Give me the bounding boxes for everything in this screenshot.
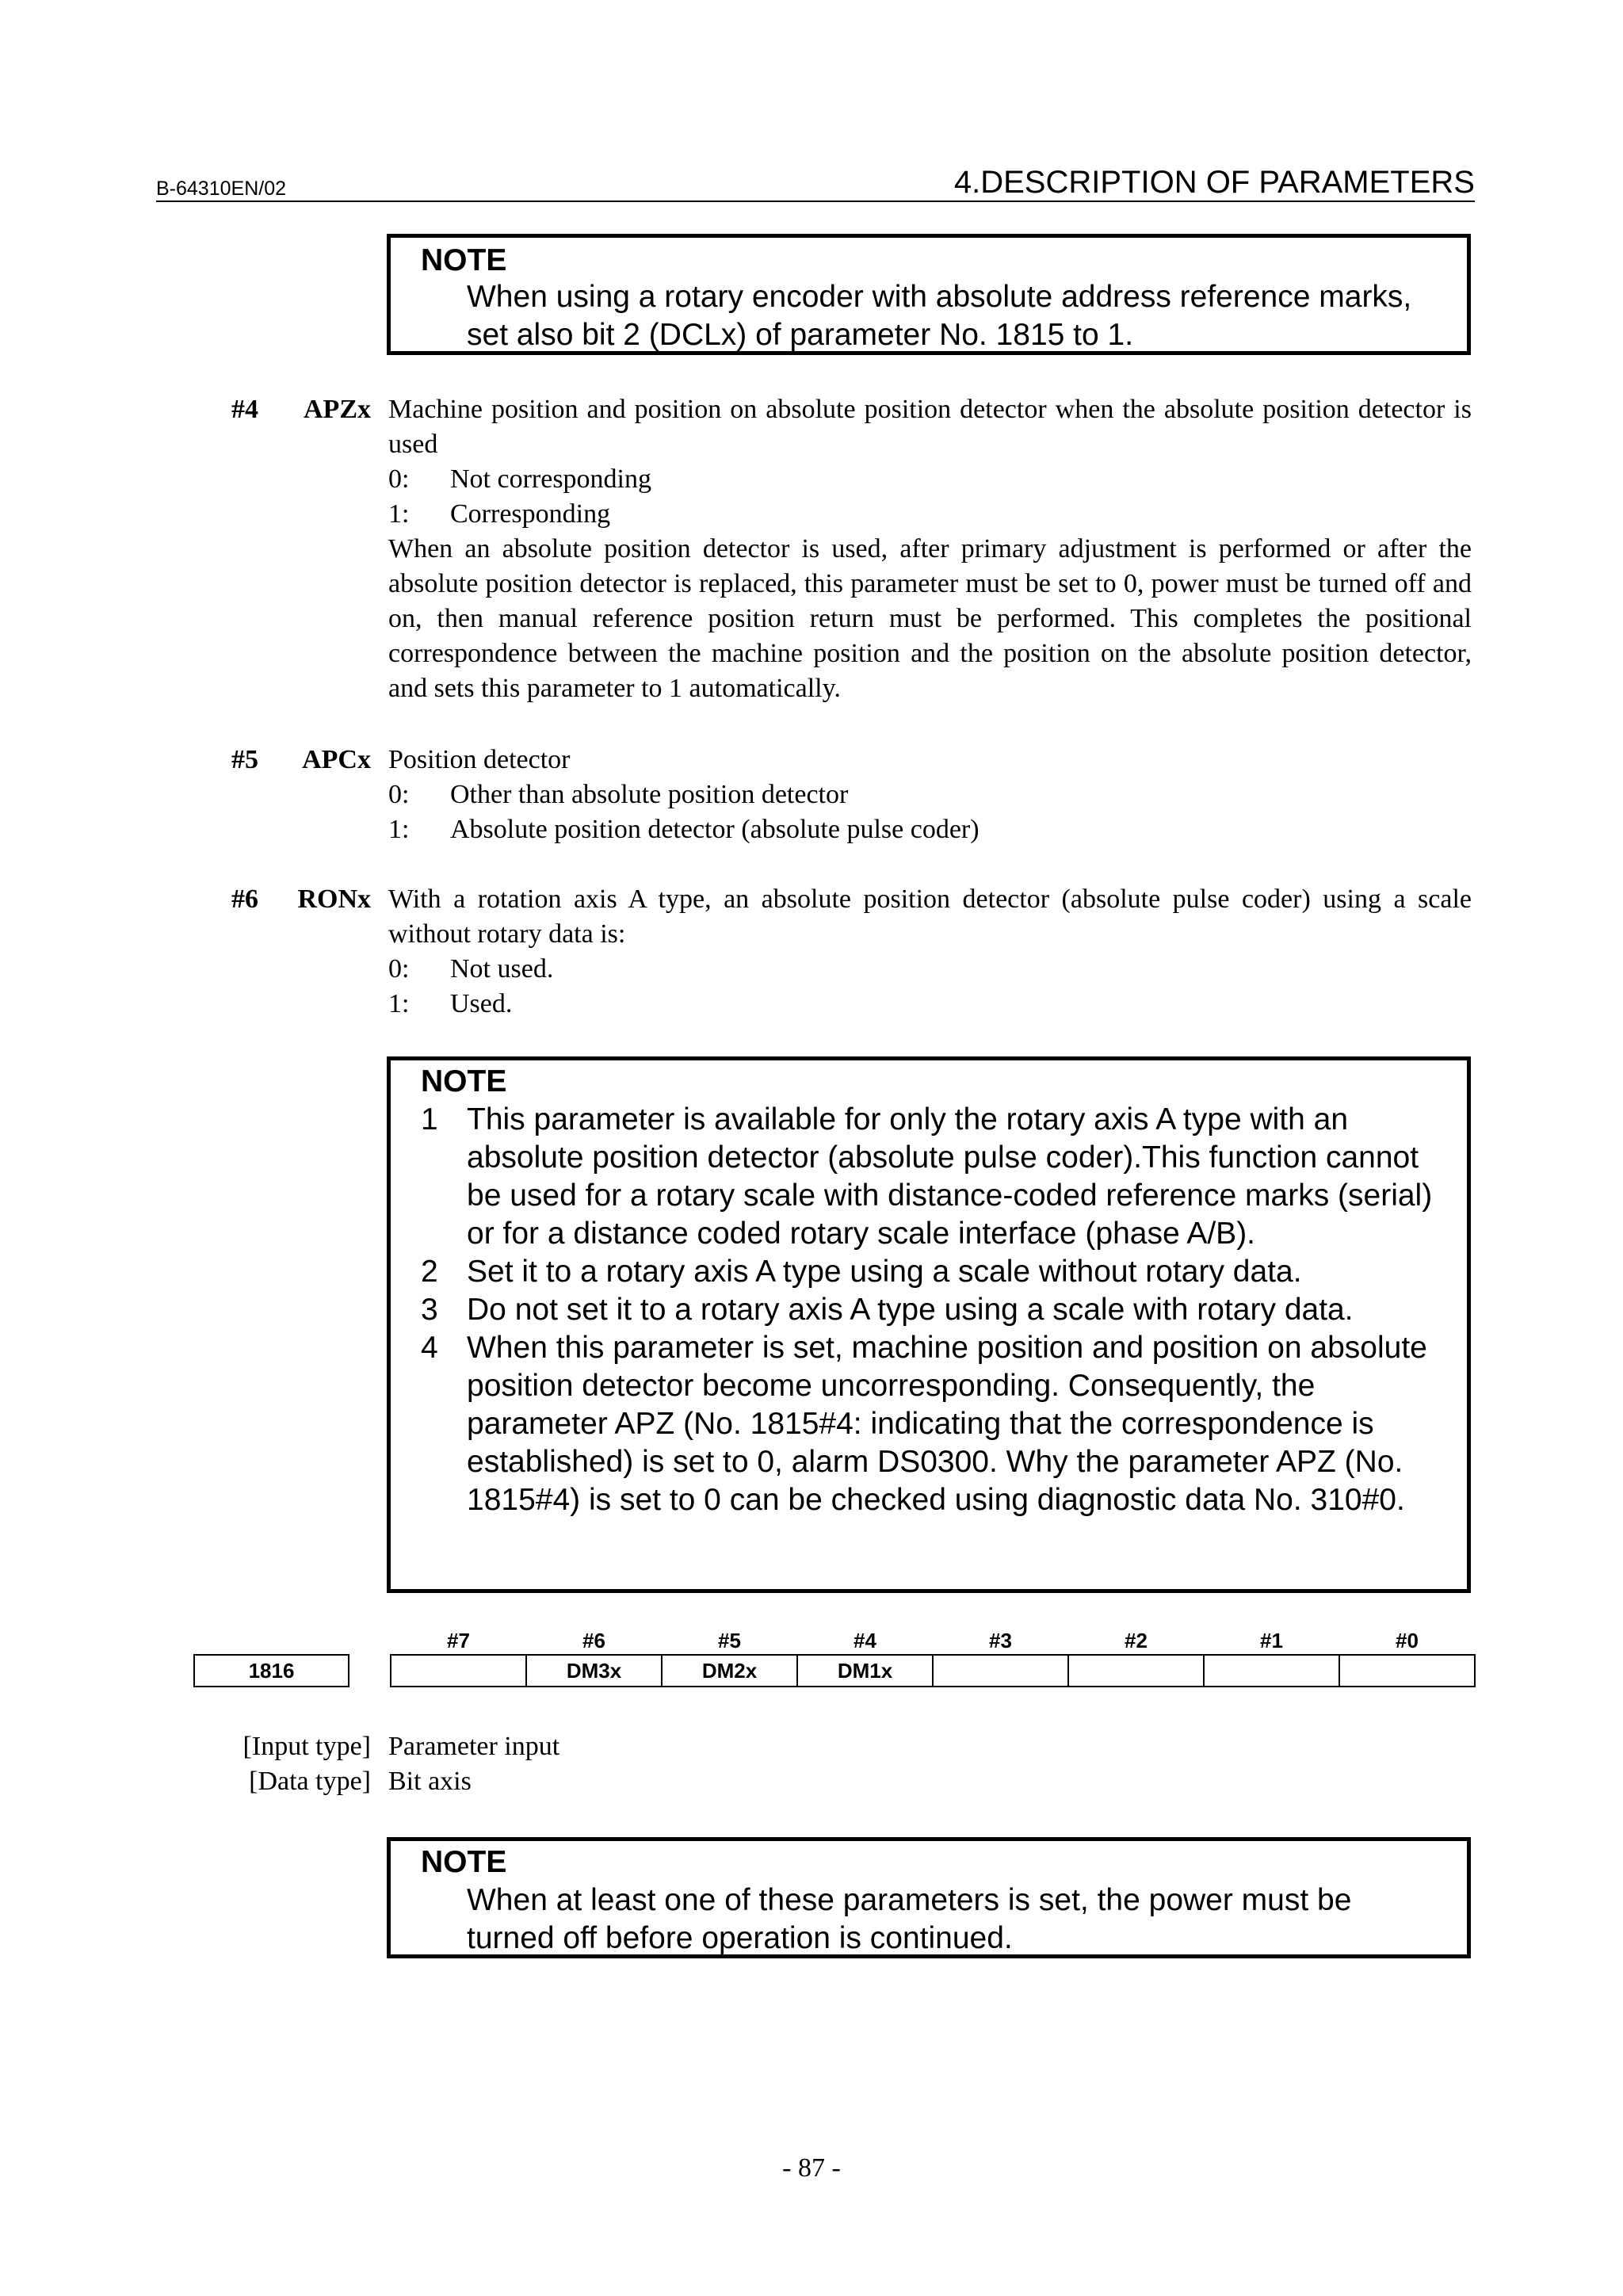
param-bit-number: #6	[231, 884, 258, 914]
bit-cell	[1339, 1655, 1475, 1687]
param-extra-text: When an absolute position detector is used, after primary adjustment is performed or after the absolute position detector is replaced, this parameter must be set to 0, power must be turned off and on, then manual reference position return must be performed. This completes the positional correspondence between the machine position and the position on the absolute position detector, and sets this parameter to 1 automatically.	[388, 534, 1472, 703]
bit-cell: DM2x	[662, 1655, 797, 1687]
param-number-cell: 1816	[193, 1654, 349, 1687]
bit-header: #7	[447, 1629, 470, 1652]
param-summary: Position detector	[388, 745, 571, 774]
note-text: When using a rotary encoder with absolute address reference marks, set also bit 2 (DCLx) of parameter No. 1815 to 1.	[467, 280, 1412, 352]
bit-cell	[933, 1655, 1068, 1687]
param-option: 1: Absolute position detector (absolute pulse coder)	[388, 815, 980, 844]
param-description	[388, 392, 1472, 706]
param-description	[388, 743, 1472, 847]
param-bit-number: #4	[231, 395, 258, 424]
document-code: B-64310EN/02	[156, 178, 287, 200]
bit-header: #3	[989, 1629, 1012, 1652]
note-title: NOTE	[421, 243, 507, 277]
bit-cell: DM3x	[526, 1655, 662, 1687]
data-type-value: Bit axis	[388, 1767, 472, 1796]
param-option: 1: Corresponding	[388, 499, 611, 529]
input-type-value: Parameter input	[388, 1732, 560, 1761]
param-summary: With a rotation axis A type, an absolute position detector (absolute pulse coder) using a scale without rotary data is:	[388, 884, 1472, 949]
bit-cell: DM1x	[797, 1655, 933, 1687]
param-option: 0: Other than absolute position detector	[388, 780, 849, 809]
param-option: 1: Used.	[388, 989, 513, 1018]
bit-header: #0	[1396, 1629, 1419, 1652]
param-option: 0: Not corresponding	[388, 464, 652, 494]
note-list	[421, 1101, 1443, 1519]
bit-cell	[1068, 1655, 1204, 1687]
data-type-label: [Data type]	[249, 1767, 371, 1796]
header-rule	[156, 201, 1475, 202]
note-box-ronx	[387, 1056, 1471, 1593]
bit-cell	[1204, 1655, 1339, 1687]
param-bit-table	[390, 1654, 1476, 1687]
section-title: 4.DESCRIPTION OF PARAMETERS	[953, 165, 1475, 200]
note-list-item: 2 Set it to a rotary axis A type using a scale without rotary data.	[421, 1255, 1302, 1289]
input-type-label: [Input type]	[242, 1732, 371, 1761]
note-title: NOTE	[421, 1064, 507, 1098]
note-title: NOTE	[421, 1845, 507, 1879]
page-number: - 87 -	[782, 2153, 841, 2183]
param-description	[388, 882, 1472, 1022]
bit-header: #5	[718, 1629, 741, 1652]
param-name: APZx	[304, 395, 371, 424]
note-list-item: 3 Do not set it to a rotary axis A type using a scale with rotary data.	[421, 1293, 1354, 1327]
param-bit-number: #5	[231, 745, 258, 774]
note-list-item: 1 This parameter is available for only the rotary axis A type with an absolute position detector (absolute pulse coder).This function cannot be used for a rotary scale with distance-coded reference marks (serial) or for a distance coded rotary scale interface (phase A/B).	[421, 1102, 1433, 1251]
note-text: When at least one of these parameters is set, the power must be turned off before operation is continued.	[467, 1883, 1352, 1955]
bit-header: #1	[1260, 1629, 1283, 1652]
note-list-item: 4 When this parameter is set, machine position and position on absolute position detector become uncorresponding. Consequently, the parameter APZ (No. 1815#4: indicating that the correspondence is established) is set to 0, alarm DS0300. Why the parameter APZ (No. 1815#4) is set to 0 can be checked using diagnostic data No. 310#0.	[421, 1331, 1427, 1517]
table-row	[391, 1655, 1475, 1687]
bit-header: #6	[582, 1629, 605, 1652]
param-name: RONx	[297, 884, 371, 914]
param-name: APCx	[302, 745, 371, 774]
param-option: 0: Not used.	[388, 954, 554, 984]
param-summary: Machine position and position on absolute position detector when the absolute position detector is used	[388, 395, 1472, 459]
bit-header: #2	[1125, 1629, 1148, 1652]
bit-cell	[391, 1655, 526, 1687]
note-box-power	[387, 1837, 1471, 1958]
note-box-dclx	[387, 234, 1471, 355]
bit-header: #4	[854, 1629, 876, 1652]
